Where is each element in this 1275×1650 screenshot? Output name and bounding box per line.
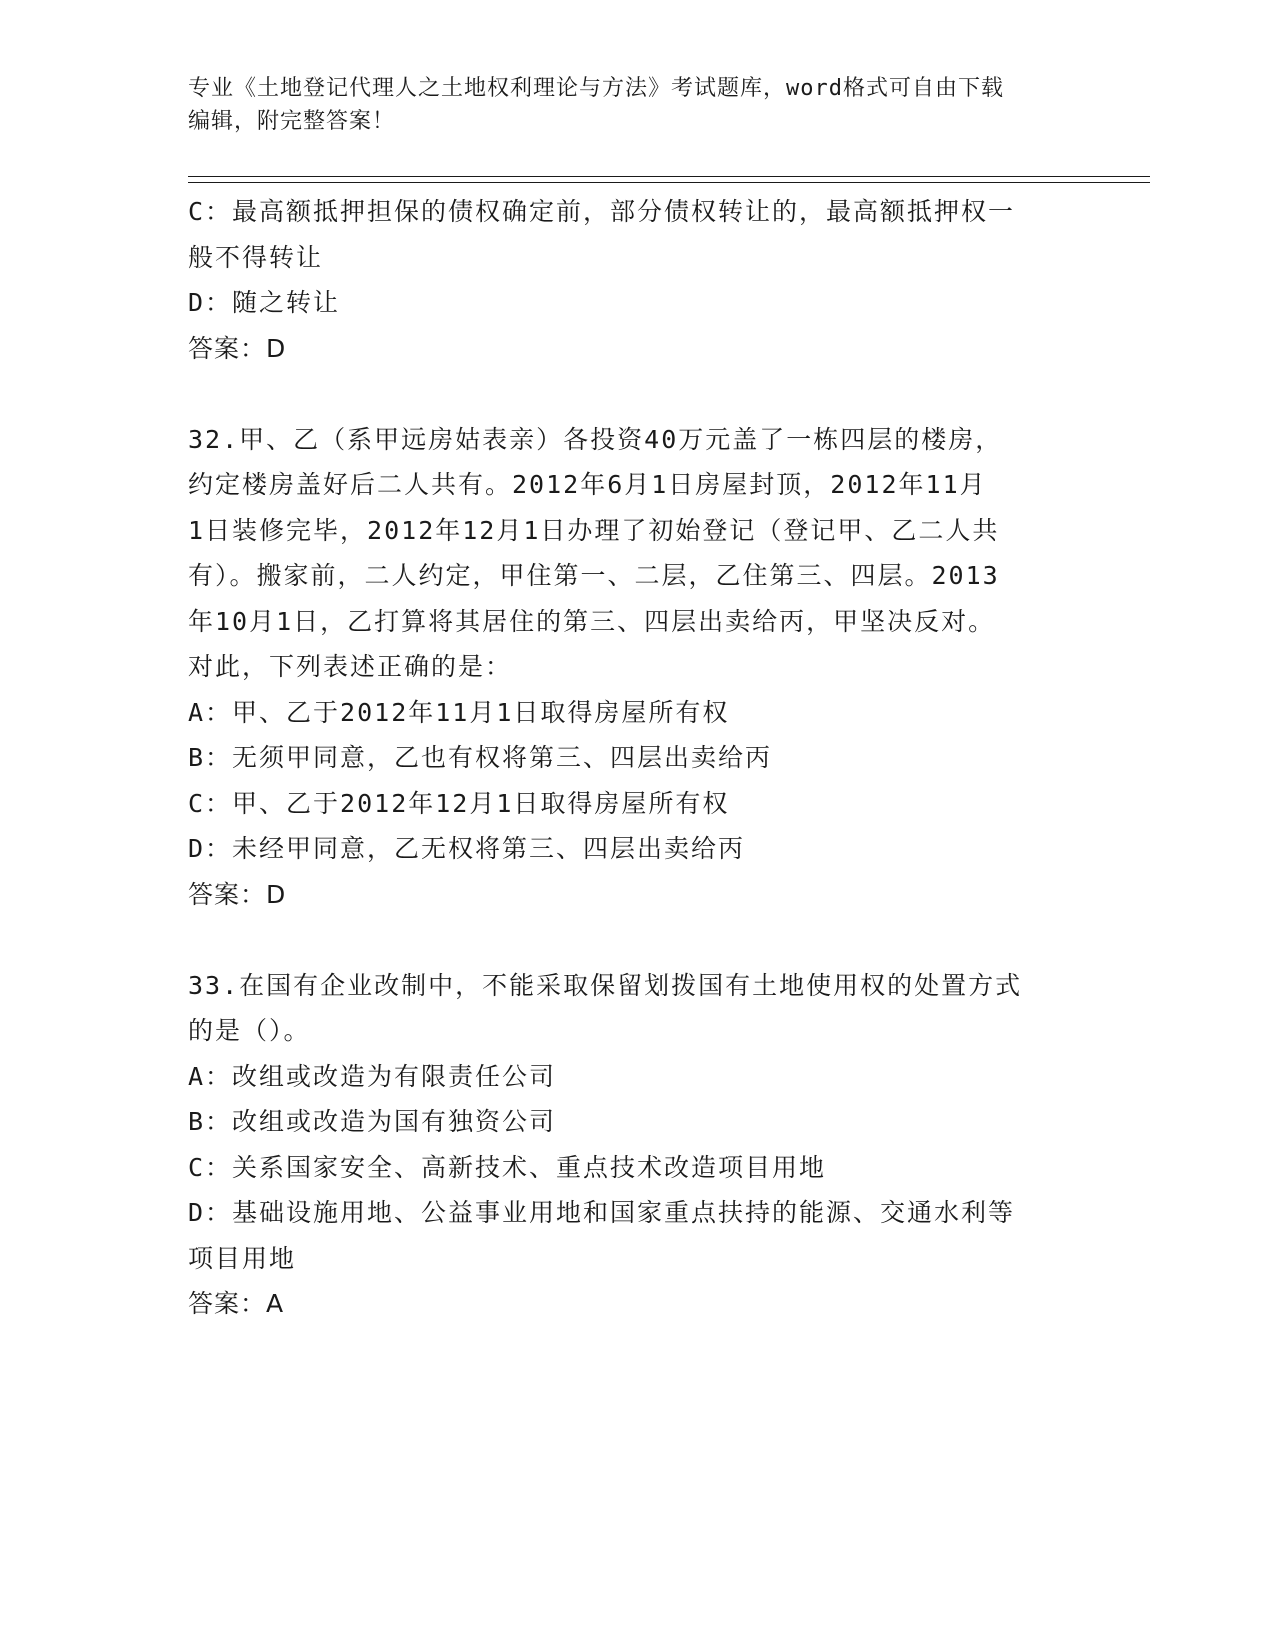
answer-line: 答案：D: [188, 879, 287, 909]
option-line: 般不得转让: [188, 242, 324, 272]
document-header: [188, 72, 1068, 138]
option-c: [188, 1145, 1088, 1191]
option-line: A：改组或改造为有限责任公司: [188, 1061, 557, 1091]
option-c: [188, 189, 1088, 280]
header-divider-bottom: [188, 182, 1150, 183]
stem-line: 有）。搬家前，二人约定，甲住第一、二层，乙住第三、四层。2013: [188, 561, 1000, 590]
question-33: [188, 963, 1088, 1327]
stem-line: 33.在国有企业改制中，不能采取保留划拨国有土地使用权的处置方式: [188, 970, 1023, 1000]
stem-line: 对此，下列表述正确的是：: [188, 652, 513, 681]
option-c: C：甲、乙于2012年12月1日取得房屋所有权: [188, 788, 730, 818]
header-line-1: 专业《土地登记代理人之土地权利理论与方法》考试题库，word格式可自由下载: [188, 76, 1004, 101]
option-line: C：关系国家安全、高新技术、重点技术改造项目用地: [188, 1152, 827, 1182]
stem-line: 的是（）。: [188, 1016, 311, 1045]
stem-line: 年10月1日，乙打算将其居住的第三、四层出卖给丙，甲坚决反对。: [188, 606, 996, 636]
spacer: [188, 917, 1088, 963]
spacer: [188, 371, 1088, 417]
stem-line: 约定楼房盖好后二人共有。2012年6月1日房屋封顶，2012年11月: [188, 470, 987, 499]
option-d: [188, 1190, 1088, 1281]
option-line: C：最高额抵押担保的债权确定前，部分债权转让的，最高额抵押权一: [188, 197, 1016, 226]
document-body: [188, 189, 1088, 1327]
question-stem: [188, 963, 1088, 1054]
option-line: B：改组或改造为国有独资公司: [188, 1107, 557, 1136]
option-line: D：基础设施用地、公益事业用地和国家重点扶持的能源、交通水利等: [188, 1198, 1016, 1227]
option-a: A：甲、乙于2012年11月1日取得房屋所有权: [188, 697, 730, 727]
answer-line: 答案：D: [188, 333, 287, 363]
question-stem: [188, 417, 1088, 690]
stem-line: 1日装修完毕，2012年12月1日办理了初始登记（登记甲、乙二人共: [188, 515, 1000, 545]
option-line: 项目用地: [188, 1243, 297, 1273]
stem-line: 32.甲、乙（系甲远房姑表亲）各投资40万元盖了一栋四层的楼房，: [188, 424, 1003, 454]
option-a: [188, 1054, 1088, 1100]
option-b: [188, 1099, 1088, 1145]
answer-line: 答案：A: [188, 1289, 285, 1318]
option-b: B：无须甲同意，乙也有权将第三、四层出卖给丙: [188, 743, 773, 772]
option-d: [188, 280, 1088, 326]
header-divider-top: [188, 176, 1150, 177]
previous-question-tail: [188, 189, 1088, 371]
option-line: D：随之转让: [188, 288, 341, 317]
header-line-2: 编辑，附完整答案！: [188, 109, 396, 134]
option-d: D：未经甲同意，乙无权将第三、四层出卖给丙: [188, 834, 746, 863]
question-32: [188, 417, 1088, 918]
